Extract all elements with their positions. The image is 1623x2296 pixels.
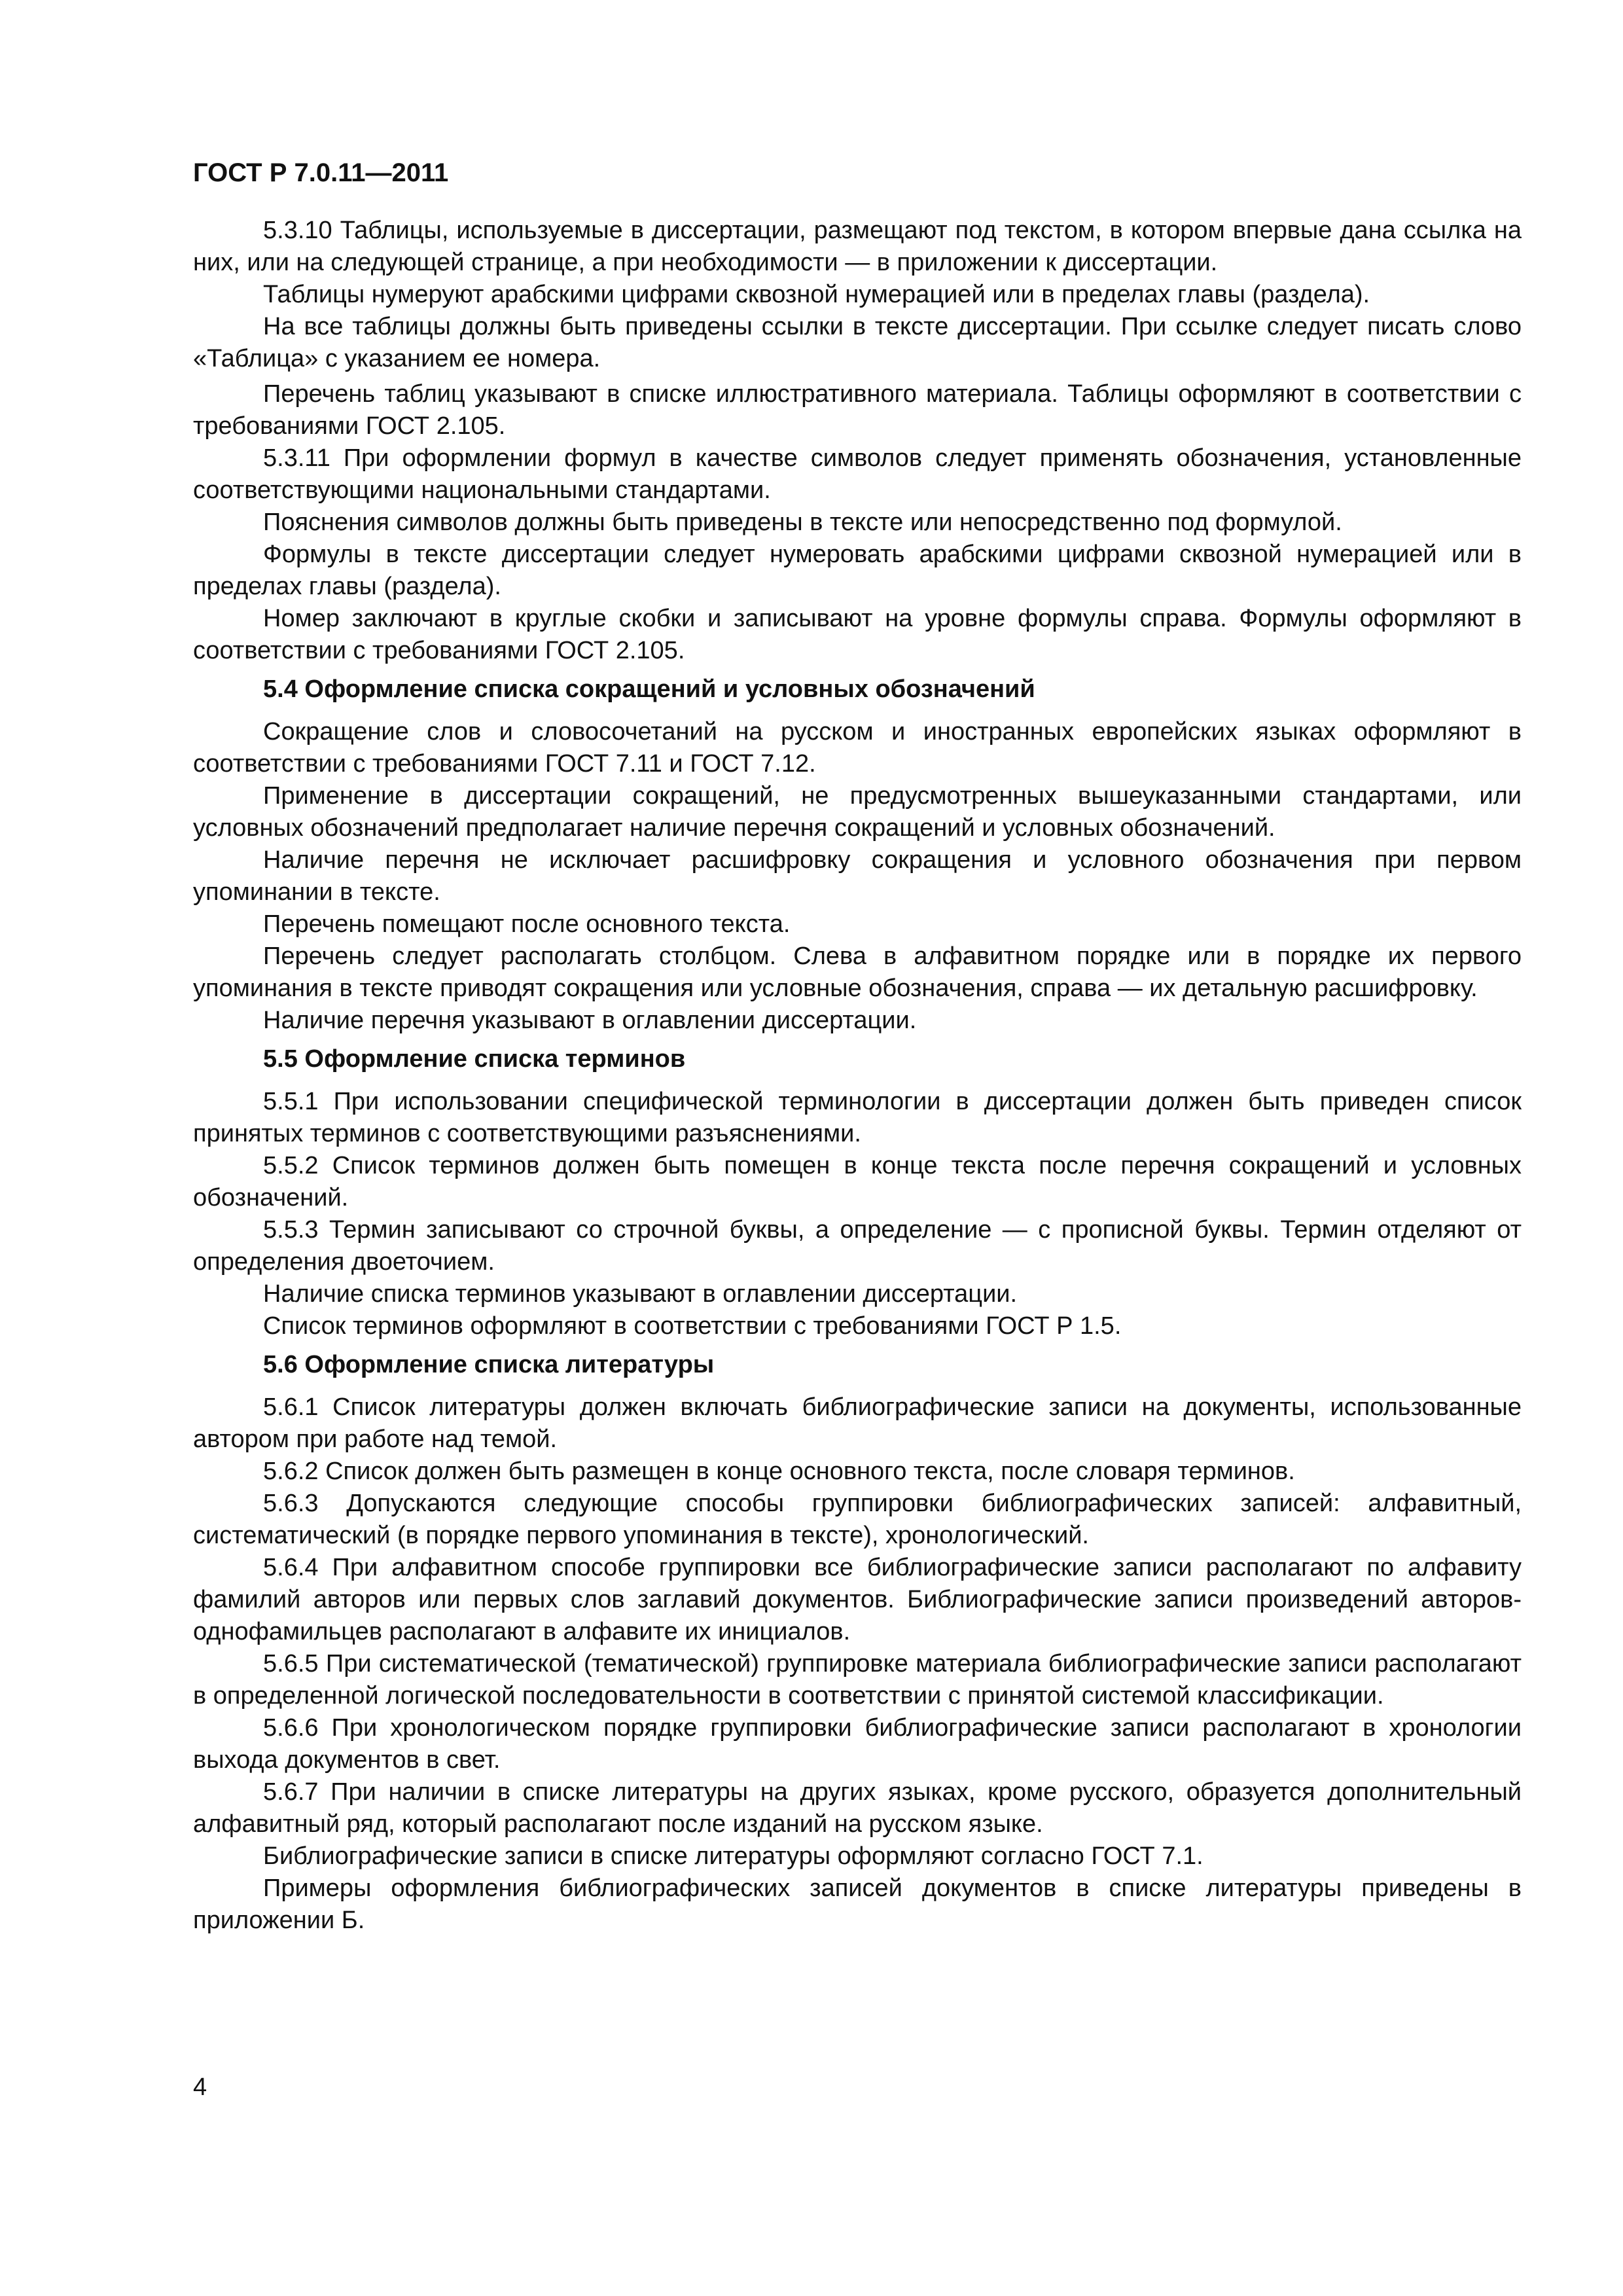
paragraph-5-6-5: 5.6.5 При систематической (тематической) группировке материала библиографические записи располагают в определенной логической последовательности в соответствии с принятой системой классификации.: [193, 1650, 1522, 1710]
paragraph: Таблицы нумеруют арабскими цифрами сквозной нумерацией или в пределах главы (раздела).: [263, 281, 1370, 308]
paragraph: Наличие перечня указывают в оглавлении диссертации.: [263, 1007, 917, 1034]
paragraph: Примеры оформления библиографических записей документов в списке литературы приведены в приложении Б.: [193, 1874, 1522, 1934]
paragraph-5-6-7: 5.6.7 При наличии в списке литературы на других языках, кроме русского, образуется дополнительный алфавитный ряд, который располагают после изданий на русском языке.: [193, 1778, 1522, 1838]
paragraph-5-5-3: 5.5.3 Термин записывают со строчной буквы, а определение — с прописной буквы. Термин отделяют от определения двоеточием.: [193, 1216, 1522, 1276]
document-body: [193, 215, 1522, 1937]
paragraph-5-6-3: 5.6.3 Допускаются следующие способы группировки библиографических записей: алфавитный, систематический (в порядке первого упоминания в тексте), хронологический.: [193, 1490, 1522, 1549]
paragraph-5-5-1: 5.5.1 При использовании специфической терминологии в диссертации должен быть приведен список принятых терминов с соответствующими разъяснениями.: [193, 1088, 1522, 1147]
paragraph: Сокращение слов и словосочетаний на русском и иностранных европейских языках оформляют в соответствии с требованиями ГОСТ 7.11 и ГОСТ 7.12.: [193, 718, 1522, 778]
paragraph-5-3-10: 5.3.10 Таблицы, используемые в диссертации, размещают под текстом, в котором впервые дана ссылка на них, или на следующей странице, а при необходимости — в приложении к диссертации.: [193, 217, 1522, 276]
paragraph: Пояснения символов должны быть приведены в тексте или непосредственно под формулой.: [263, 509, 1342, 536]
page-number: 4: [193, 2073, 207, 2101]
paragraph-5-6-6: 5.6.6 При хронологическом порядке группировки библиографические записи располагают в хронологии выхода документов в свет.: [193, 1714, 1522, 1774]
paragraph: Перечень следует располагать столбцом. Слева в алфавитном порядке или в порядке их первого упоминания в тексте приводят сокращения или условные обозначения, справа — их детальную расшифровку.: [193, 942, 1522, 1002]
paragraph: Наличие перечня не исключает расшифровку сокращения и условного обозначения при первом упоминании в тексте.: [193, 846, 1522, 906]
paragraph: Наличие списка терминов указывают в оглавлении диссертации.: [263, 1280, 1018, 1308]
paragraph-5-3-11: 5.3.11 При оформлении формул в качестве символов следует применять обозначения, установленные соответствующими национальными стандартами.: [193, 444, 1522, 504]
paragraph-5-6-4: 5.6.4 При алфавитном способе группировки все библиографические записи располагают по алфавиту фамилий авторов или первых слов заглавий документов. Библиографические записи произведений авторов-однофамильцев располагают в алфавите их инициалов.: [193, 1554, 1522, 1645]
paragraph-5-6-2: 5.6.2 Список должен быть размещен в конце основного текста, после словаря терминов.: [263, 1458, 1295, 1485]
paragraph: Перечень помещают после основного текста.: [263, 910, 791, 938]
paragraph: Библиографические записи в списке литературы оформляют согласно ГОСТ 7.1.: [263, 1842, 1204, 1870]
paragraph-5-5-2: 5.5.2 Список терминов должен быть помещен в конце текста после перечня сокращений и условных обозначений.: [193, 1152, 1522, 1211]
document-header: ГОСТ Р 7.0.11—2011: [193, 158, 449, 187]
paragraph: На все таблицы должны быть приведены ссылки в тексте диссертации. При ссылке следует писать слово «Таблица» с указанием ее номера.: [193, 313, 1522, 372]
section-heading-5-4: 5.4 Оформление списка сокращений и условных обозначений: [263, 675, 1035, 703]
paragraph: Перечень таблиц указывают в списке иллюстративного материала. Таблицы оформляют в соответствии с требованиями ГОСТ 2.105.: [193, 380, 1522, 440]
paragraph: Применение в диссертации сокращений, не предусмотренных вышеуказанными стандартами, или условных обозначений предполагает наличие перечня сокращений и условных обозначений.: [193, 782, 1522, 842]
document-page: [193, 157, 1522, 1937]
paragraph-5-6-1: 5.6.1 Список литературы должен включать библиографические записи на документы, использованные автором при работе над темой.: [193, 1393, 1522, 1453]
paragraph: Номер заключают в круглые скобки и записывают на уровне формулы справа. Формулы оформляют в соответствии с требованиями ГОСТ 2.105.: [193, 605, 1522, 664]
section-heading-5-6: 5.6 Оформление списка литературы: [263, 1351, 715, 1378]
paragraph: Список терминов оформляют в соответствии с требованиями ГОСТ Р 1.5.: [263, 1312, 1122, 1340]
section-heading-5-5: 5.5 Оформление списка терминов: [263, 1045, 686, 1073]
paragraph: Формулы в тексте диссертации следует нумеровать арабскими цифрами сквозной нумерацией или в пределах главы (раздела).: [193, 541, 1522, 600]
